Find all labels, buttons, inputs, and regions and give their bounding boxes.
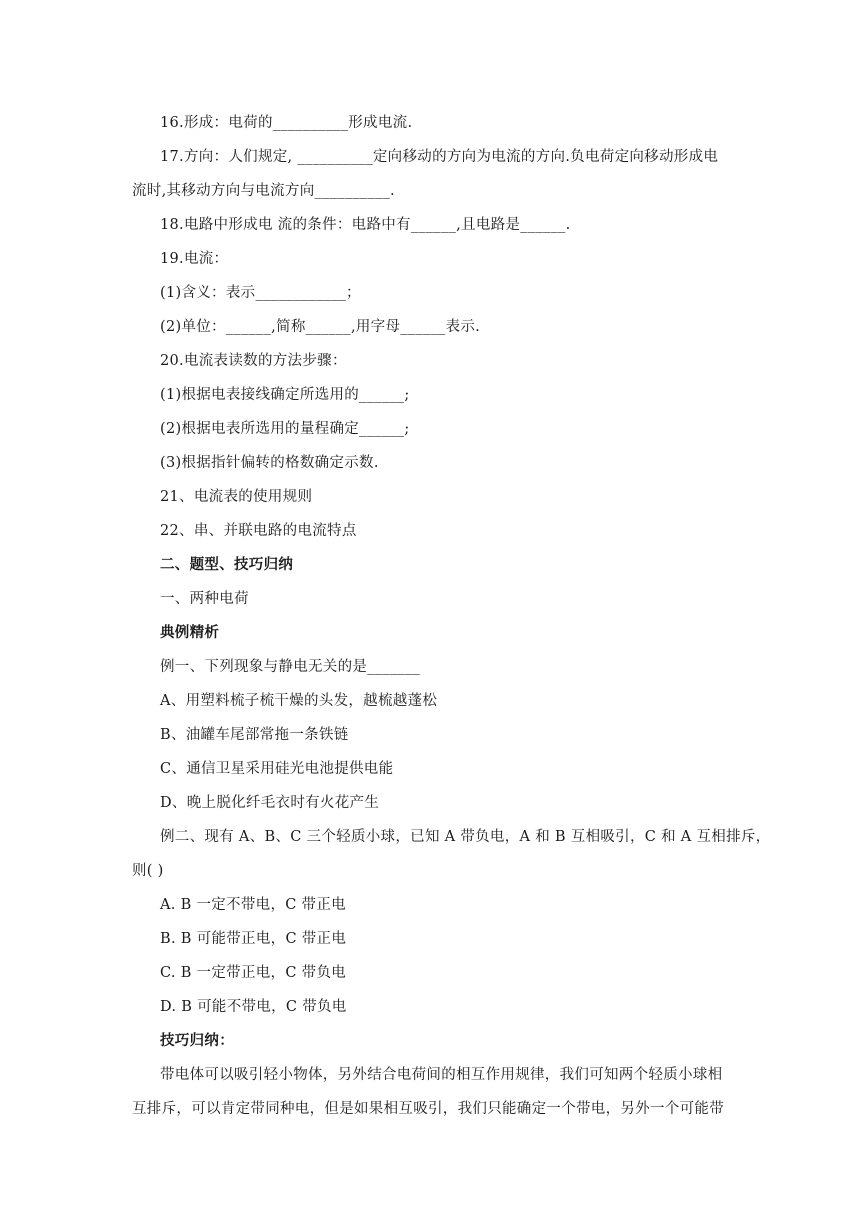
text-line: 典例精析 [160, 625, 220, 641]
text-line: 18.电路中形成电 流的条件：电路中有______,且电路是______. [160, 217, 571, 233]
text-line: 16.形成：电荷的__________形成电流. [160, 115, 413, 131]
text-line: D. B 可能不带电，C 带负电 [160, 999, 347, 1015]
text-line: 则( ) [132, 863, 164, 879]
text-line: (2)根据电表所选用的量程确定______; [160, 421, 410, 437]
text-line: 20.电流表读数的方法步骤： [160, 353, 347, 369]
text-line: (3)根据指针偏转的格数确定示数. [160, 455, 379, 471]
text-line: B. B 可能带正电，C 带正电 [160, 931, 347, 947]
text-line: (1)根据电表接线确定所选用的______; [160, 387, 410, 403]
text-line: 一、两种电荷 [160, 591, 249, 607]
text-line: B、油罐车尾部常拖一条铁链 [160, 727, 349, 743]
text-line: 17.方向：人们规定, __________定向移动的方向为电流的方向.负电荷定向移动形成电 [160, 149, 719, 165]
text-line: 技巧归纳： [160, 1033, 234, 1049]
text-line: C、通信卫星采用硅光电池提供电能 [160, 761, 394, 777]
text-line: D、晚上脱化纤毛衣时有火花产生 [160, 795, 380, 811]
document-body [132, 106, 771, 1126]
text-line: A. B 一定不带电，C 带正电 [160, 897, 346, 913]
text-line: 22、串、并联电路的电流特点 [160, 523, 357, 539]
text-line: C. B 一定带正电，C 带负电 [160, 965, 347, 981]
text-line: 19.电流： [160, 251, 229, 267]
text-line: 例二、现有 A、B、C 三个轻质小球，已知 A 带负电，A 和 B 互相吸引，C 和 A 互相排斥， [160, 829, 771, 845]
text-line: 带电体可以吸引轻小物体，另外结合电荷间的相互作用规律，我们可知两个轻质小球相 [160, 1067, 723, 1083]
text-line: (1)含义：表示____________； [160, 285, 361, 301]
text-line: (2)单位：______,简称______,用字母______表示. [160, 319, 481, 335]
text-line: 互排斥，可以肯定带同种电，但是如果相互吸引，我们只能确定一个带电，另外一个可能带 [132, 1101, 724, 1117]
text-line: 例一、下列现象与静电无关的是_______ [160, 659, 421, 675]
text-line: 21、电流表的使用规则 [160, 489, 313, 505]
text-line: 二、题型、技巧归纳 [160, 557, 294, 573]
text-line: A、用塑料梳子梳干燥的头发，越梳越蓬松 [160, 693, 438, 709]
text-line: 流时,其移动方向与电流方向__________. [132, 183, 395, 199]
